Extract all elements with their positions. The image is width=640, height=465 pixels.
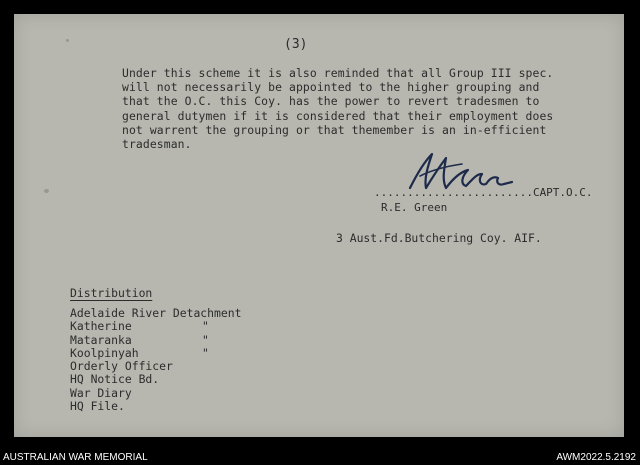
document-page (14, 14, 624, 437)
list-item (70, 320, 290, 333)
distribution-heading: Distribution (70, 286, 153, 300)
ditto-mark: " (202, 332, 209, 347)
recipient-name: HQ File. (70, 399, 125, 414)
list-item (70, 347, 290, 360)
body-line: not warrent the grouping or that themember is an in-efficient (122, 122, 547, 137)
footer-credit: AUSTRALIAN WAR MEMORIAL (3, 452, 148, 463)
recipient-name: HQ Notice Bd. (70, 372, 160, 387)
list-item (70, 373, 290, 386)
recipient-name: Orderly Officer (70, 359, 173, 374)
paper-mark (44, 189, 49, 193)
recipient-name: Adelaide River Detachment (70, 306, 242, 320)
recipient-name: Mataranka (70, 332, 132, 347)
page-number: (3) (284, 37, 308, 52)
body-line: that the O.C. this Coy. has the power to revert tradesmen to (122, 94, 540, 109)
body-line: tradesman. (122, 137, 192, 152)
list-item (70, 307, 290, 320)
body-line: will not necessarily be appointed to the higher grouping and (122, 80, 540, 95)
body-paragraph (122, 66, 602, 151)
paper-mark (66, 39, 69, 42)
signature-line: ........................CAPT.O.C. (374, 186, 593, 199)
recipient-name: War Diary (70, 385, 132, 400)
recipient-name: Katherine (70, 319, 132, 334)
list-item (70, 360, 290, 373)
footer-accession-number: AWM2022.5.2192 (556, 452, 636, 463)
ditto-mark: " (202, 319, 209, 334)
ditto-mark: " (202, 345, 209, 360)
list-item (70, 387, 290, 400)
recipient-name: Koolpinyah (70, 345, 139, 360)
list-item (70, 334, 290, 347)
list-item (70, 400, 290, 413)
unit-name: 3 Aust.Fd.Butchering Coy. AIF. (336, 231, 542, 245)
body-line: Under this scheme it is also reminded that all Group III spec. (122, 66, 554, 80)
body-line: general dutymen if it is considered that their employment does (122, 108, 554, 123)
distribution-list (70, 307, 290, 413)
signer-name: R.E. Green (381, 201, 448, 214)
